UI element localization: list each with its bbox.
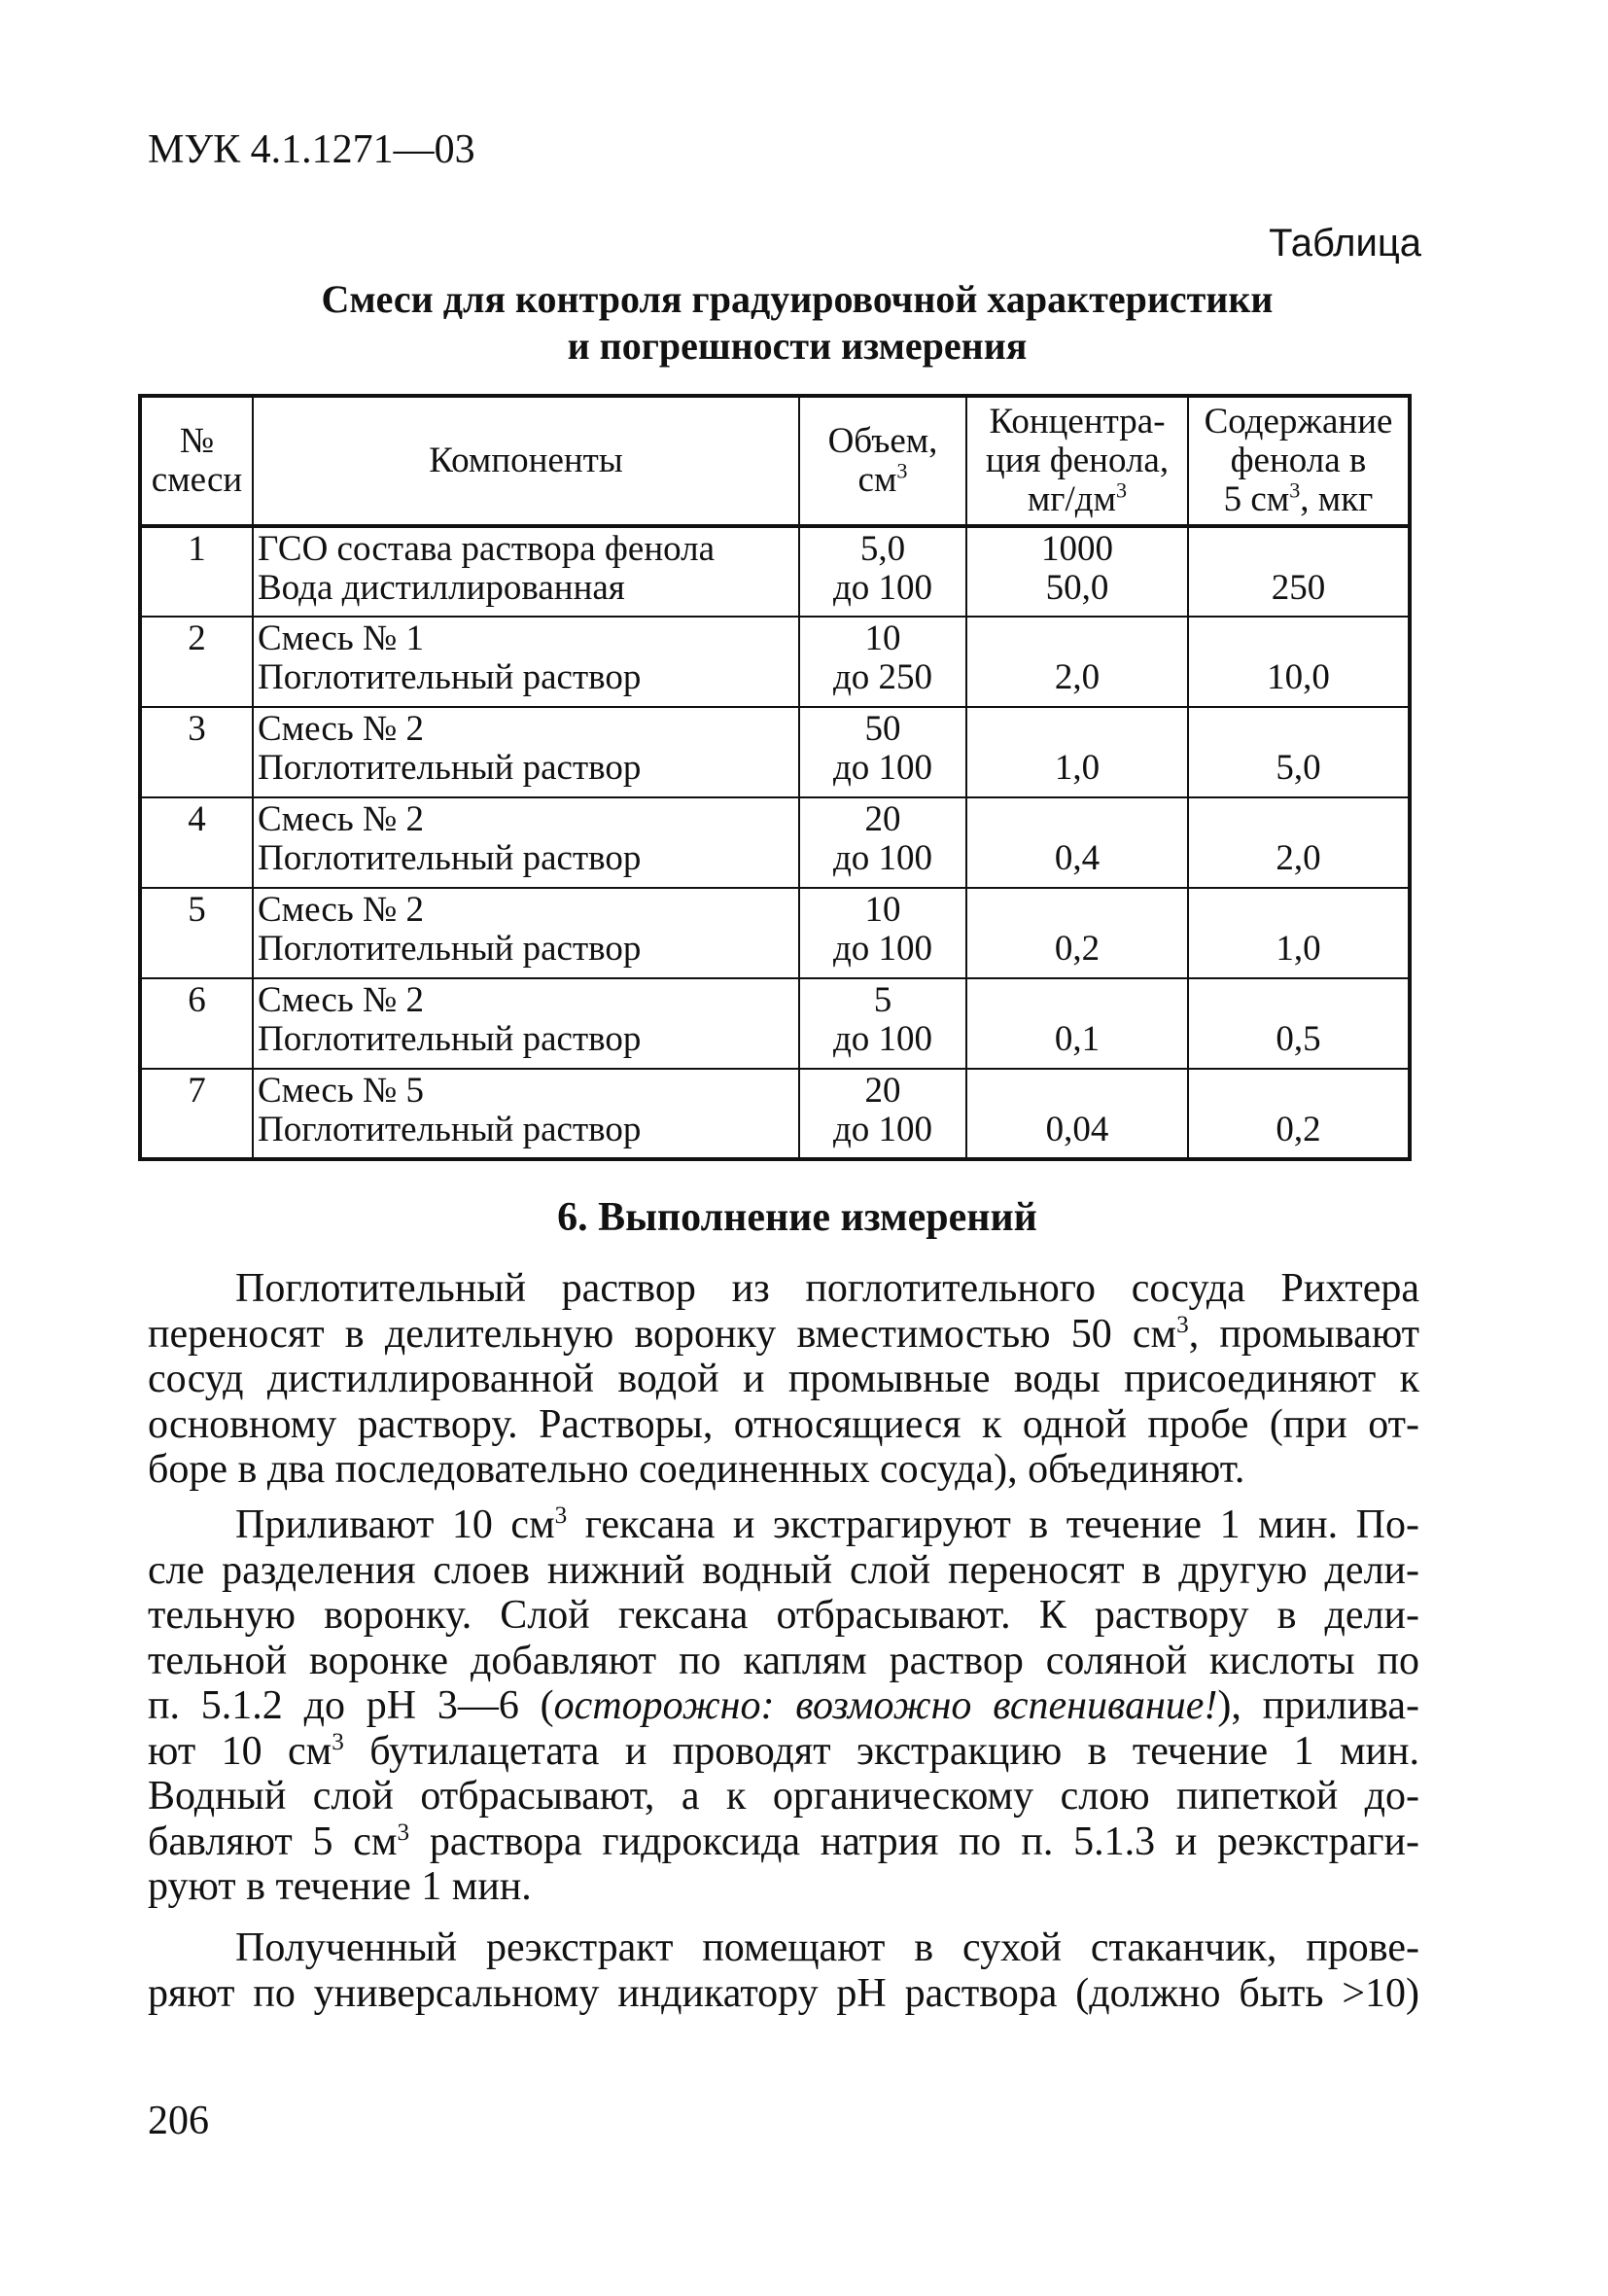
concentration-line-1 [971, 981, 1183, 1020]
header-conc-unit: мг/дм [1027, 479, 1116, 519]
component-line-2: Поглотительный раствор [258, 1110, 642, 1149]
superscript: 3 [332, 1728, 344, 1755]
mixture-number: 2 [188, 618, 206, 658]
volume-line-2: до 100 [832, 748, 933, 788]
header-volume [799, 396, 966, 526]
header-no-line-1: № [179, 421, 215, 461]
table-row [140, 526, 1410, 617]
table-row [140, 797, 1410, 888]
concentration-line-1 [971, 800, 1183, 839]
volume-line-2: до 100 [832, 838, 933, 878]
table-label: Таблица [1269, 222, 1421, 265]
cell-concentration [966, 888, 1188, 978]
header-conc-line-2: ция фенола, [985, 441, 1170, 480]
paragraph-3 [148, 1925, 1419, 2016]
header-volume-line-2 [802, 458, 963, 500]
header-volume-sup: 3 [896, 458, 908, 483]
cell-content [1188, 526, 1410, 617]
section-title: 6. Выполнение измерений [557, 1195, 1037, 1240]
paragraph-1-line: основному раствору. Растворы, относящиеся к одной пробе (при от- [148, 1401, 1419, 1447]
cell-components [253, 797, 799, 888]
volume-line-2: до 250 [832, 657, 933, 697]
header-content-sup: 3 [1289, 477, 1301, 503]
cell-mixture-number [140, 1069, 253, 1159]
table-row [140, 707, 1410, 797]
table-title-line-1: Смеси для контроля градуировочной характеристики [321, 277, 1274, 321]
cell-content [1188, 978, 1410, 1069]
component-line-2: Вода дистиллированная [258, 568, 625, 608]
content-line-1 [1193, 619, 1404, 658]
cell-components [253, 707, 799, 797]
header-mixture-number [140, 396, 253, 526]
page-number: 206 [148, 2099, 209, 2143]
content-line-2: 0,2 [1276, 1110, 1321, 1149]
cell-content [1188, 888, 1410, 978]
cell-components [253, 1069, 799, 1159]
cell-volume [799, 617, 966, 707]
paragraph-2 [148, 1502, 1419, 1910]
cell-volume [799, 1069, 966, 1159]
component-line-1: Смесь № 1 [258, 618, 425, 658]
superscript: 3 [1176, 1311, 1189, 1338]
concentration-line-2: 2,0 [1054, 657, 1101, 697]
table-row [140, 888, 1410, 978]
component-line-1: Смесь № 2 [258, 980, 425, 1020]
volume-line-1: 5 [873, 980, 892, 1020]
table-title-line-2: и погрешности измерения [567, 324, 1028, 368]
paragraph-2-line [148, 1819, 1419, 1865]
header-content-line-3 [1191, 477, 1406, 519]
component-line-2: Поглотительный раствор [258, 657, 642, 697]
mixtures-table [138, 394, 1412, 1161]
content-line-1 [1193, 981, 1404, 1020]
text-run: гексана и экстрагируют в течение 1 мин. По- [567, 1502, 1420, 1547]
content-line-1 [1193, 891, 1404, 930]
italic-warning: осторожно: возможно вспенивание! [553, 1683, 1218, 1728]
component-line-1: Смесь № 2 [258, 709, 425, 749]
concentration-line-1 [971, 710, 1183, 749]
cell-concentration [966, 707, 1188, 797]
cell-components [253, 617, 799, 707]
concentration-line-1 [971, 619, 1183, 658]
header-content [1188, 396, 1410, 526]
paragraph-3-line: ряют по универсальному индикатору рН раствора (должно быть >10) [148, 1970, 1419, 2016]
cell-content [1188, 797, 1410, 888]
document-code: МУК 4.1.1271—03 [148, 127, 475, 172]
volume-line-1: 50 [864, 709, 901, 749]
concentration-line-2: 0,1 [1054, 1019, 1101, 1059]
paragraph-2-line: тельной воронке добавляют по каплям раствор соляной кислоты по [148, 1638, 1419, 1683]
cell-concentration [966, 526, 1188, 617]
paragraph-2-line: тельную воронку. Слой гексана отбрасывают. К раствору в дели- [148, 1593, 1419, 1638]
text-run: раствора гидроксида натрия по п. 5.1.3 и реэкстраги- [409, 1819, 1420, 1864]
cell-volume [799, 797, 966, 888]
text-run: , промывают [1188, 1311, 1419, 1357]
paragraph-1-line: Поглотительный раствор из поглотительного сосуда Рихтера [235, 1266, 1419, 1311]
text-run: Приливают 10 см [235, 1502, 555, 1547]
paragraph-3-line: Полученный реэкстракт помещают в сухой стаканчик, прове- [235, 1925, 1419, 1970]
component-line-1: ГСО состава раствора фенола [258, 529, 716, 569]
table-title [136, 276, 1458, 370]
header-conc-line-1: Концентра- [989, 402, 1166, 442]
concentration-line-1: 1000 [1041, 529, 1113, 569]
header-conc-sup: 3 [1116, 477, 1128, 503]
header-content-line-1: Содержание [1204, 402, 1393, 442]
header-conc-line-3 [969, 477, 1185, 519]
volume-line-1: 5,0 [859, 529, 906, 569]
cell-content [1188, 617, 1410, 707]
cell-mixture-number [140, 707, 253, 797]
cell-concentration [966, 797, 1188, 888]
table-row [140, 1069, 1410, 1159]
cell-components [253, 978, 799, 1069]
cell-content [1188, 707, 1410, 797]
content-line-1 [1193, 530, 1404, 569]
concentration-line-2: 0,2 [1054, 929, 1101, 969]
content-line-2: 0,5 [1276, 1019, 1321, 1059]
paragraph-2-line [148, 1683, 1419, 1729]
paragraph-2-line: Водный слой отбрасывают, а к органическому слою пипеткой до- [148, 1774, 1419, 1819]
cell-mixture-number [140, 978, 253, 1069]
table-row [140, 978, 1410, 1069]
cell-volume [799, 978, 966, 1069]
mixture-number: 7 [188, 1071, 206, 1111]
header-content-line-2: фенола в [1230, 441, 1367, 480]
content-line-2: 250 [1271, 568, 1326, 608]
cell-concentration [966, 978, 1188, 1069]
content-line-1 [1193, 800, 1404, 839]
component-line-1: Смесь № 2 [258, 799, 425, 839]
table-row [140, 617, 1410, 707]
component-line-1: Смесь № 5 [258, 1071, 425, 1111]
superscript: 3 [397, 1819, 410, 1846]
mixture-number: 1 [188, 529, 206, 569]
content-line-1 [1193, 710, 1404, 749]
mixture-number: 4 [188, 799, 206, 839]
component-line-2: Поглотительный раствор [258, 1019, 642, 1059]
volume-line-2: до 100 [832, 929, 933, 969]
header-components: Компоненты [253, 396, 799, 526]
volume-line-1: 20 [864, 799, 901, 839]
text-run: бутилацетата и проводят экстракцию в течение 1 мин. [343, 1728, 1419, 1774]
cell-mixture-number [140, 797, 253, 888]
cell-mixture-number [140, 526, 253, 617]
table-body [140, 526, 1410, 1159]
mixture-number: 5 [188, 890, 206, 930]
paragraph-2-line [148, 1502, 1419, 1548]
paragraph-2-line: сле разделения слоев нижний водный слой переносят в другую дели- [148, 1547, 1419, 1593]
volume-line-2: до 100 [832, 568, 933, 608]
volume-line-2: до 100 [832, 1019, 933, 1059]
text-run: бавляют 5 см [148, 1819, 398, 1864]
content-line-2: 1,0 [1276, 929, 1321, 969]
concentration-line-2: 0,04 [1045, 1110, 1109, 1149]
component-line-1: Смесь № 2 [258, 890, 425, 930]
content-line-1 [1193, 1072, 1404, 1111]
cell-mixture-number [140, 617, 253, 707]
mixture-number: 3 [188, 709, 206, 749]
cell-content [1188, 1069, 1410, 1159]
superscript: 3 [554, 1502, 568, 1529]
paragraph-2-line: руют в течение 1 мин. [148, 1864, 532, 1909]
cell-components [253, 888, 799, 978]
header-volume-line-1: Объем, [827, 421, 938, 461]
header-content-suffix: , мкг [1300, 479, 1374, 519]
cell-mixture-number [140, 888, 253, 978]
paragraph-1-line: боре в два последовательно соединенных сосуда), объединяют. [148, 1447, 1245, 1492]
concentration-line-2: 50,0 [1045, 568, 1109, 608]
header-no-line-2: смеси [151, 460, 243, 500]
text-run: п. 5.1.2 до рН 3—6 ( [148, 1683, 554, 1728]
component-line-2: Поглотительный раствор [258, 748, 642, 788]
paragraph-1 [148, 1266, 1419, 1493]
mixture-number: 6 [188, 980, 206, 1020]
header-volume-unit: см [857, 460, 897, 500]
concentration-line-1 [971, 1072, 1183, 1111]
component-line-2: Поглотительный раствор [258, 929, 642, 969]
cell-components [253, 526, 799, 617]
mixtures-table-container [138, 394, 1412, 1161]
content-line-2: 10,0 [1267, 657, 1330, 697]
volume-line-1: 10 [864, 890, 901, 930]
table-header-row [140, 396, 1410, 526]
text-run: переносят в делительную воронку вместимостью 50 см [148, 1311, 1177, 1357]
header-concentration [966, 396, 1188, 526]
content-line-2: 2,0 [1276, 838, 1321, 878]
paragraph-2-line [148, 1729, 1419, 1775]
component-line-2: Поглотительный раствор [258, 838, 642, 878]
header-content-unit: 5 см [1223, 479, 1290, 519]
concentration-line-2: 0,4 [1054, 838, 1101, 878]
volume-line-1: 20 [864, 1071, 901, 1111]
text-run: ), прилива- [1217, 1683, 1420, 1728]
volume-line-2: до 100 [832, 1110, 933, 1149]
paragraph-1-line [148, 1312, 1419, 1358]
concentration-line-2: 1,0 [1054, 748, 1101, 788]
cell-concentration [966, 1069, 1188, 1159]
paragraph-1-line: сосуд дистиллированной водой и промывные воды присоединяют к [148, 1357, 1419, 1401]
cell-volume [799, 526, 966, 617]
cell-volume [799, 707, 966, 797]
text-run: ют 10 см [148, 1728, 332, 1774]
content-line-2: 5,0 [1276, 748, 1321, 788]
cell-volume [799, 888, 966, 978]
volume-line-1: 10 [864, 618, 901, 658]
concentration-line-1 [971, 891, 1183, 930]
cell-concentration [966, 617, 1188, 707]
